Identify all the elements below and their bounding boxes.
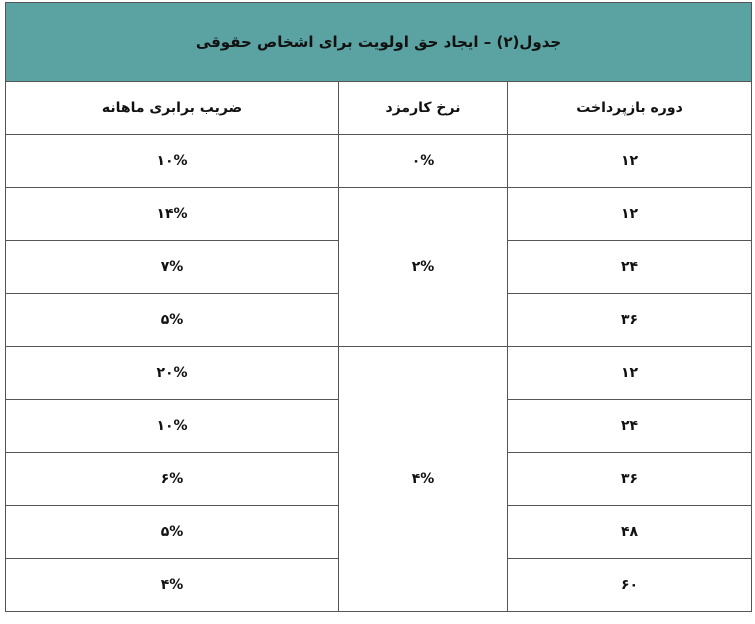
period-cell: ۲۴ — [508, 400, 752, 453]
coefficient-cell: ۱۴% — [6, 188, 339, 241]
header-coefficient: ضریب برابری ماهانه — [6, 82, 339, 135]
coefficient-cell: ۴% — [6, 559, 339, 612]
header-period: دوره بازپرداخت — [508, 82, 752, 135]
fee-cell: ۰% — [339, 135, 508, 188]
coefficient-cell: ۲۰% — [6, 347, 339, 400]
coefficient-cell: ۱۰% — [6, 400, 339, 453]
fee-cell: ۲% — [339, 188, 508, 347]
coefficient-cell: ۷% — [6, 241, 339, 294]
coefficient-cell: ۵% — [6, 506, 339, 559]
fee-cell: ۴% — [339, 347, 508, 612]
period-cell: ۲۴ — [508, 241, 752, 294]
period-cell: ۱۲ — [508, 135, 752, 188]
period-cell: ۱۲ — [508, 347, 752, 400]
period-cell: ۴۸ — [508, 506, 752, 559]
table-container — [5, 2, 751, 619]
coefficient-cell: ۵% — [6, 294, 339, 347]
header-fee: نرخ کارمزد — [339, 82, 508, 135]
table-row — [6, 135, 752, 188]
table-row — [6, 188, 752, 241]
table-row — [6, 347, 752, 400]
period-cell: ۱۲ — [508, 188, 752, 241]
coefficient-cell: ۶% — [6, 453, 339, 506]
coefficient-cell: ۱۰% — [6, 135, 339, 188]
priority-table — [5, 2, 752, 612]
period-cell: ۳۶ — [508, 294, 752, 347]
table-title: جدول(۲) – ایجاد حق اولویت برای اشخاص حقوقی — [6, 3, 752, 82]
period-cell: ۶۰ — [508, 559, 752, 612]
period-cell: ۳۶ — [508, 453, 752, 506]
